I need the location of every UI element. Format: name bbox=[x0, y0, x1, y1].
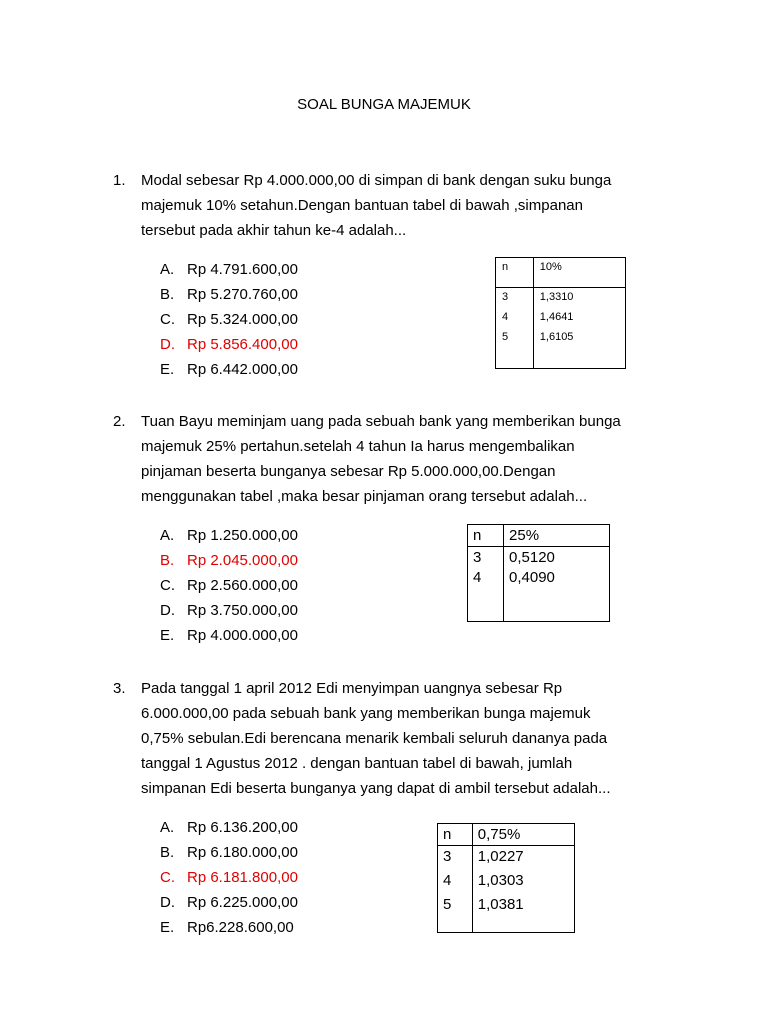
table-header-rate: 0,75% bbox=[472, 824, 574, 846]
option-letter: C. bbox=[160, 577, 175, 594]
table-cell: 5 bbox=[502, 331, 509, 343]
option-letter: B. bbox=[160, 552, 175, 569]
option-letter: E. bbox=[160, 627, 175, 644]
question-line: menggunakan tabel ,maka besar pinjaman orang tersebut adalah... bbox=[141, 488, 588, 505]
table-cell: 1,0227 bbox=[477, 848, 524, 865]
question-text bbox=[141, 168, 673, 243]
option-text: Rp 6.136.200,00 bbox=[187, 819, 298, 836]
option-a[interactable] bbox=[160, 523, 298, 548]
option-text: Rp 5.270.760,00 bbox=[187, 286, 298, 303]
table-cell: 4 bbox=[473, 569, 482, 586]
option-a[interactable] bbox=[160, 815, 298, 840]
table-n-column bbox=[438, 846, 473, 933]
option-d[interactable] bbox=[160, 332, 298, 357]
option-d[interactable] bbox=[160, 598, 298, 623]
option-c[interactable] bbox=[160, 865, 298, 890]
question-line: 6.000.000,00 pada sebuah bank yang memberikan bunga majemuk bbox=[141, 705, 591, 722]
option-letter: D. bbox=[160, 602, 175, 619]
option-letter: C. bbox=[160, 311, 175, 328]
table-n-column bbox=[468, 547, 504, 622]
question-2 bbox=[113, 409, 673, 509]
question-line: 0,75% sebulan.Edi berencana menarik kembali seluruh dananya pada bbox=[141, 730, 608, 747]
table-n-column bbox=[496, 288, 534, 369]
question-line: tanggal 1 Agustus 2012 . dengan bantuan tabel di bawah, jumlah bbox=[141, 755, 573, 772]
question-text bbox=[141, 676, 673, 801]
table-header-rate: 10% bbox=[533, 258, 625, 288]
option-text: Rp 4.000.000,00 bbox=[187, 627, 298, 644]
option-e[interactable] bbox=[160, 623, 298, 648]
option-letter: E. bbox=[160, 361, 175, 378]
option-letter: B. bbox=[160, 844, 175, 861]
question-number: 3. bbox=[113, 680, 126, 697]
option-letter: D. bbox=[160, 894, 175, 911]
table-cell: 3 bbox=[473, 549, 482, 566]
question-line: majemuk 10% setahun.Dengan bantuan tabel di bawah ,simpanan bbox=[141, 197, 583, 214]
options-list-1 bbox=[160, 257, 298, 382]
option-letter: A. bbox=[160, 819, 175, 836]
option-text: Rp 6.442.000,00 bbox=[187, 361, 298, 378]
option-e[interactable] bbox=[160, 915, 298, 940]
question-3 bbox=[113, 676, 673, 801]
table-header-n: n bbox=[468, 525, 504, 547]
table-cell: 3 bbox=[443, 848, 452, 865]
option-text: Rp 6.181.800,00 bbox=[187, 869, 298, 886]
option-text: Rp 6.180.000,00 bbox=[187, 844, 298, 861]
question-number: 1. bbox=[113, 172, 126, 189]
options-list-3 bbox=[160, 815, 298, 940]
option-c[interactable] bbox=[160, 573, 298, 598]
option-letter: A. bbox=[160, 527, 175, 544]
question-line: tersebut pada akhir tahun ke-4 adalah... bbox=[141, 222, 407, 239]
option-letter: D. bbox=[160, 336, 175, 353]
interest-table-2 bbox=[467, 524, 610, 622]
option-letter: E. bbox=[160, 919, 175, 936]
table-header-rate: 25% bbox=[504, 525, 610, 547]
table-cell: 1,0381 bbox=[477, 896, 524, 913]
question-line: majemuk 25% pertahun.setelah 4 tahun Ia harus mengembalikan bbox=[141, 438, 575, 455]
table-header-n: n bbox=[438, 824, 473, 846]
document-title: SOAL BUNGA MAJEMUK bbox=[297, 96, 471, 113]
question-text bbox=[141, 409, 673, 509]
option-letter: A. bbox=[160, 261, 175, 278]
options-list-2 bbox=[160, 523, 298, 648]
question-line: Pada tanggal 1 april 2012 Edi menyimpan uangnya sebesar Rp bbox=[141, 680, 563, 697]
question-1 bbox=[113, 168, 673, 243]
option-b[interactable] bbox=[160, 282, 298, 307]
interest-table-3 bbox=[437, 823, 575, 933]
option-letter: C. bbox=[160, 869, 175, 886]
option-text: Rp 4.791.600,00 bbox=[187, 261, 298, 278]
option-text: Rp 2.045.000,00 bbox=[187, 552, 298, 569]
option-text: Rp 6.225.000,00 bbox=[187, 894, 298, 911]
option-text: Rp 1.250.000,00 bbox=[187, 527, 298, 544]
option-d[interactable] bbox=[160, 890, 298, 915]
interest-table-1 bbox=[495, 257, 626, 369]
option-letter: B. bbox=[160, 286, 175, 303]
question-line: Tuan Bayu meminjam uang pada sebuah bank yang memberikan bunga bbox=[141, 413, 621, 430]
option-text: Rp 3.750.000,00 bbox=[187, 602, 298, 619]
table-header-n: n bbox=[496, 258, 534, 288]
option-b[interactable] bbox=[160, 840, 298, 865]
option-c[interactable] bbox=[160, 307, 298, 332]
table-cell: 1,0303 bbox=[477, 872, 524, 889]
table-cell: 4 bbox=[443, 872, 452, 889]
table-cell: 0,4090 bbox=[509, 569, 555, 586]
question-line: Modal sebesar Rp 4.000.000,00 di simpan di bank dengan suku bunga bbox=[141, 172, 612, 189]
option-a[interactable] bbox=[160, 257, 298, 282]
table-rate-column bbox=[533, 288, 625, 369]
table-cell: 0,5120 bbox=[509, 549, 555, 566]
table-rate-column bbox=[472, 846, 574, 933]
table-cell: 1,4641 bbox=[539, 311, 574, 323]
question-line: simpanan Edi beserta bunganya yang dapat di ambil tersebut adalah... bbox=[141, 780, 611, 797]
option-e[interactable] bbox=[160, 357, 298, 382]
option-text: Rp6.228.600,00 bbox=[187, 919, 294, 936]
option-b[interactable] bbox=[160, 548, 298, 573]
table-cell: 4 bbox=[502, 311, 509, 323]
table-cell: 3 bbox=[502, 291, 509, 303]
option-text: Rp 2.560.000,00 bbox=[187, 577, 298, 594]
option-text: Rp 5.856.400,00 bbox=[187, 336, 298, 353]
table-cell: 5 bbox=[443, 896, 452, 913]
table-cell: 1,6105 bbox=[539, 331, 574, 343]
question-line: pinjaman beserta bunganya sebesar Rp 5.000.000,00.Dengan bbox=[141, 463, 556, 480]
table-cell: 1,3310 bbox=[539, 291, 574, 303]
option-text: Rp 5.324.000,00 bbox=[187, 311, 298, 328]
table-rate-column bbox=[504, 547, 610, 622]
question-number: 2. bbox=[113, 413, 126, 430]
